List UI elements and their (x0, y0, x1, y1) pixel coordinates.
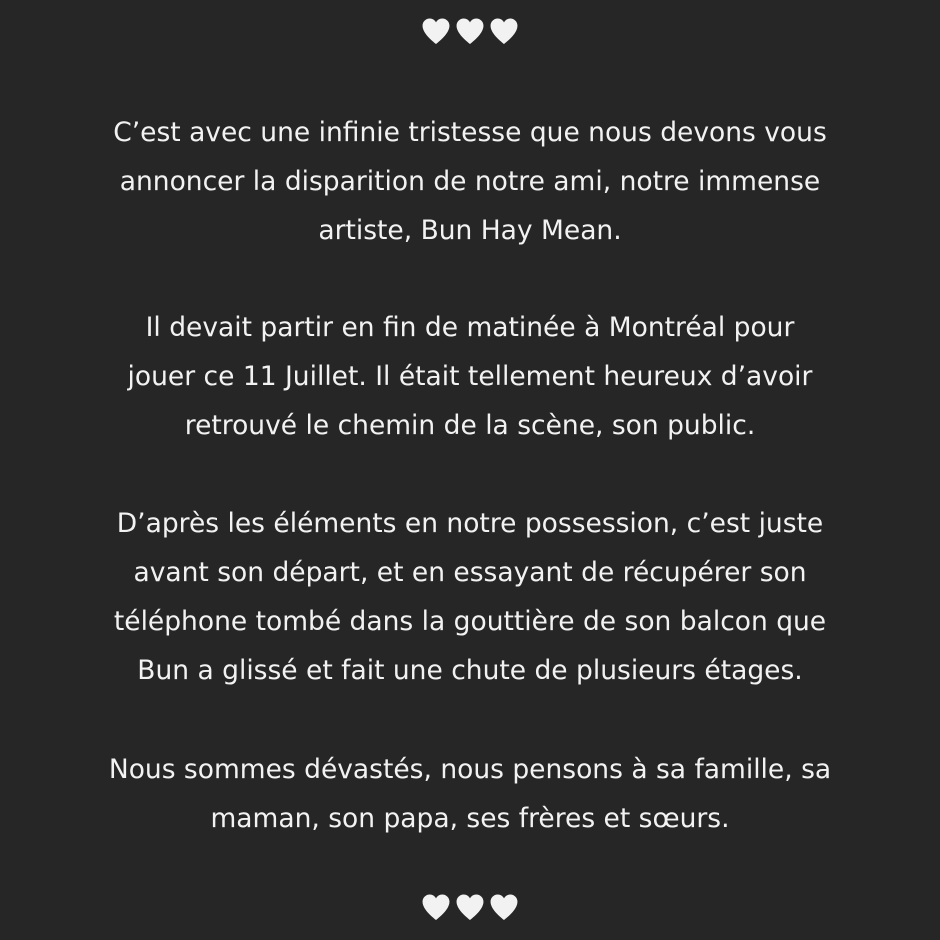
text-line: retrouvé le chemin de la scène, son public. (184, 410, 756, 441)
white-heart-icon (487, 890, 521, 924)
text-line: jouer ce 11 Juillet. Il était tellement heureux d’avoir (127, 361, 813, 392)
text-line: Nous sommes dévastés, nous pensons à sa famille, sa (108, 754, 832, 785)
white-heart-icon (453, 14, 487, 48)
text-line: téléphone tombé dans la gouttière de son balcon que (113, 606, 827, 637)
text-line: C’est avec une infinie tristesse que nous devons vous (113, 117, 827, 148)
text-line: artiste, Bun Hay Mean. (318, 215, 622, 246)
text-line: avant son départ, et en essayant de récupérer son (133, 557, 807, 588)
paragraph-announcement (40, 108, 900, 255)
text-line: Bun a glissé et fait une chute de plusieurs étages. (137, 655, 803, 686)
white-heart-icon (419, 890, 453, 924)
paragraph-circumstances (40, 499, 900, 695)
text-line: Il devait partir en fin de matinée à Montréal pour (145, 312, 795, 343)
text-line: annoncer la disparition de notre ami, notre immense (119, 166, 821, 197)
top-hearts-row (0, 14, 940, 48)
paragraph-family (40, 745, 900, 843)
bottom-hearts-row (0, 890, 940, 924)
white-heart-icon (487, 14, 521, 48)
paragraph-montreal (40, 303, 900, 450)
text-line: maman, son papa, ses frères et sœurs. (210, 803, 730, 834)
white-heart-icon (419, 14, 453, 48)
white-heart-icon (453, 890, 487, 924)
text-line: D’après les éléments en notre possession, c’est juste (116, 508, 824, 539)
